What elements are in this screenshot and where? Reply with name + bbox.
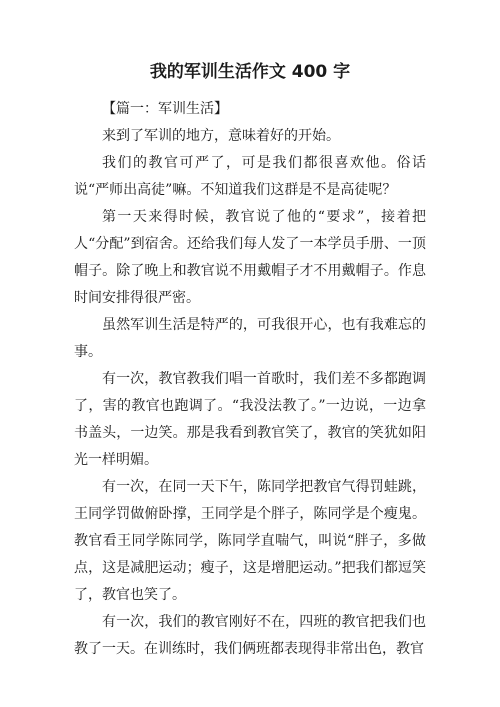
section-heading: 【篇一：军训生活】 — [102, 101, 228, 117]
paragraph-2: 我们的教官可严了，可是我们都很喜欢他。俗话说“严师出高徒”嘛。不知道我们这群是不是高徒呢？ — [74, 155, 426, 198]
document-body — [74, 96, 426, 663]
paragraph-7: 有一次，我们的教官刚好不在，四班的教官把我们也教了一天。在训练时，我们俩班都表现得非常出色，教官 — [74, 614, 426, 657]
paragraph-3: 第一天来得时候，教官说了他的“要求”，接着把人“分配”到宿舍。还给我们每人发了一本学员手册、一顶帽子。除了晚上和教官说不用戴帽子才不用戴帽子。作息时间安排得很严密。 — [74, 209, 426, 306]
paragraph-4: 虽然军训生活是特严的，可我很开心，也有我难忘的事。 — [74, 317, 426, 360]
paragraph-6: 有一次，在同一天下午，陈同学把教官气得罚蛙跳，王同学罚做俯卧撑，王同学是个胖子，陈同学是个瘦鬼。教官看王同学陈同学，陈同学直喘气，叫说“胖子，多做点，这是减肥运动；瘦子，这是增肥运动。”把我们都逗笑了，教官也笑了。 — [74, 479, 426, 603]
paragraph-5: 有一次，教官教我们唱一首歌时，我们差不多都跑调了，害的教官也跑调了。“我没法教了。”一边说，一边拿书盖头，一边笑。那是我看到教官笑了，教官的笑犹如阳光一样明媚。 — [74, 371, 426, 468]
document-title: 我的军训生活作文 400 字 — [149, 62, 351, 82]
paragraph-1: 来到了军训的地方，意味着好的开始。 — [102, 128, 340, 144]
